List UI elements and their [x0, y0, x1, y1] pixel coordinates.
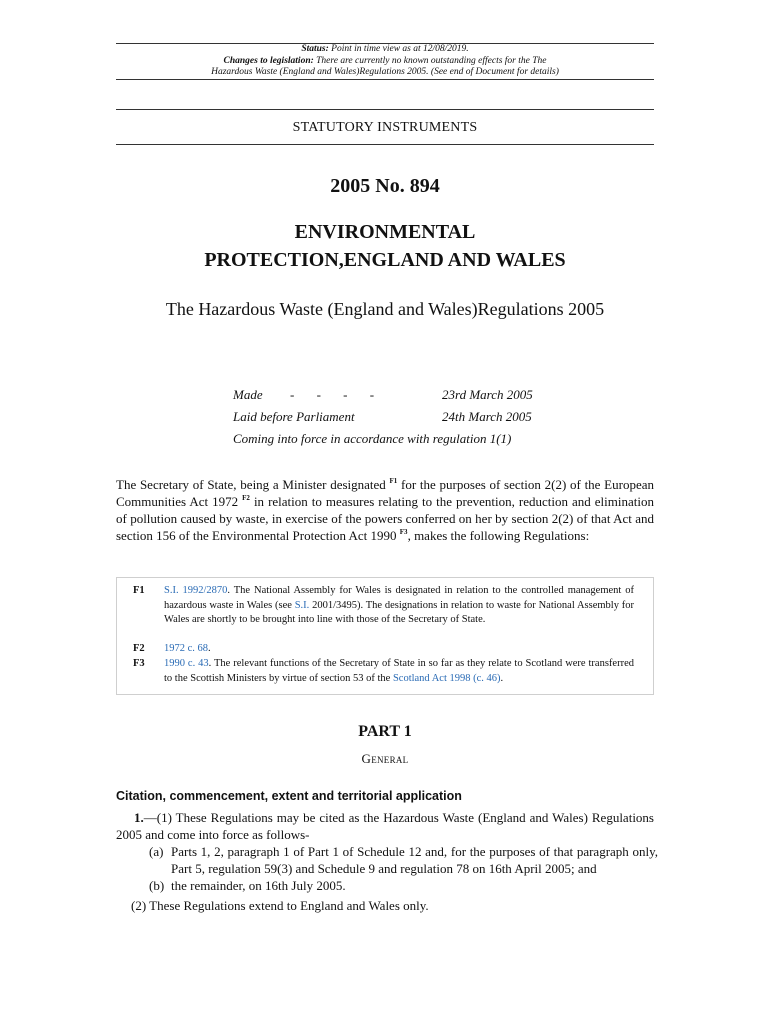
made-row	[233, 386, 653, 408]
regulation-1-paragraph-2: (2) These Regulations extend to England and Wales only.	[131, 898, 429, 913]
subject-line-2: PROTECTION,ENGLAND AND WALES	[204, 249, 566, 271]
series-heading: STATUTORY INSTRUMENTS	[292, 120, 478, 135]
changes-text-2: Hazardous Waste (England and Wales)Regulations 2005. (See end of Document for details)	[211, 67, 559, 77]
footnote-ref-f2[interactable]: F2	[242, 494, 250, 502]
dates-table	[233, 386, 653, 452]
footnote-link[interactable]: 1972 c. 68	[164, 643, 209, 654]
coming-into-force-label: Coming into force in accordance with regulation 1(1)	[233, 431, 512, 446]
footnote-text-part: . The National Assembly for Wales is designated in relation to the controlled management of hazardous waste in Wales (see	[164, 585, 634, 611]
footnote-ref-f3[interactable]: F3	[399, 528, 408, 536]
footnote-link[interactable]: 1990 c. 43	[164, 658, 209, 669]
footnote-link[interactable]: Scotland Act 1998 (c. 46)	[392, 672, 501, 684]
laid-date: 24th March 2005	[442, 409, 532, 424]
status-label: Status:	[301, 44, 329, 54]
section-heading: Citation, commencement, extent and territorial application	[116, 789, 462, 803]
footnote-text	[164, 584, 634, 628]
footnote-text-part: 2001/3495). The designations in relation to waste for National Assembly for Wales are shortly to be brought into line with those of the Secretary of State.	[164, 599, 634, 625]
footnote-text	[164, 657, 634, 686]
series-bottom-rule	[116, 144, 654, 145]
paragraph-text: —(1) These Regulations may be cited as the Hazardous Waste (England and Wales) Regulations 2005 and come into force as follows-	[116, 810, 654, 842]
preamble-text-4: , makes the following Regulations:	[407, 528, 590, 543]
coming-into-force-row	[233, 430, 653, 452]
part-subtitle: General	[361, 751, 409, 766]
footnote-id: F3	[133, 658, 145, 669]
instrument-number: 2005 No. 894	[330, 175, 440, 197]
status-banner	[116, 44, 654, 79]
preamble-text-1: The Secretary of State, being a Minister designated	[116, 477, 390, 492]
footnote-id: F1	[133, 585, 145, 596]
footnote-text-part: .	[208, 643, 211, 654]
footnote-link[interactable]: S.I. 1992/2870	[164, 585, 228, 596]
status-text: Point in time view as at 12/08/2019.	[331, 44, 469, 54]
regulation-number: 1.	[134, 810, 144, 825]
made-date: 23rd March 2005	[442, 387, 533, 402]
subject-line-1: ENVIRONMENTAL	[294, 221, 476, 243]
changes-text-1: There are currently no known outstanding effects for the The	[316, 55, 547, 66]
list-item-text: Parts 1, 2, paragraph 1 of Part 1 of Schedule 12 and, for the purposes of that paragraph only, Part 5, regulation 59(3) and Schedule 9 and regulation 78 on 16th April 2005; and	[171, 844, 658, 876]
status-bottom-rule	[116, 79, 654, 80]
regulations-title: The Hazardous Waste (England and Wales)Regulations 2005	[165, 299, 605, 319]
laid-row	[233, 408, 653, 430]
list-item-label: (a)	[149, 844, 164, 859]
laid-label: Laid before Parliament	[233, 409, 355, 424]
changes-label: Changes to legislation:	[223, 55, 314, 66]
subject-heading	[116, 218, 654, 274]
regulation-1-paragraph-1	[116, 809, 654, 843]
made-label: Made	[233, 387, 263, 402]
made-dashes: - - - -	[290, 387, 376, 402]
footnote-ref-f1[interactable]: F1	[389, 477, 398, 485]
part-title: PART 1	[358, 723, 412, 740]
series-top-rule	[116, 109, 654, 110]
footnotes-box	[116, 577, 654, 695]
footnote-id: F2	[133, 643, 145, 654]
list-item-label: (b)	[149, 878, 165, 893]
footnote-text	[164, 642, 634, 657]
preamble-text-2: for the purposes of section 2(2) of the European Communities Act 1972	[116, 477, 654, 509]
footnote-text-part: . The relevant functions of the Secretary of State in so far as they relate to Scotland were transferred to the Scottish Ministers by virtue of section 53 of the	[164, 658, 634, 684]
footnote-link[interactable]: S.I.	[294, 599, 310, 611]
preamble	[116, 476, 654, 544]
footnote-text-part: .	[500, 672, 504, 684]
preamble-text-3: in relation to measures relating to the prevention, reduction and elimination of pollution caused by waste, in exercise of the powers conferred on her by section 2(2) of that Act and section 156 of the Environmental Protection Act 1990	[116, 494, 654, 543]
list-item-text: the remainder, on 16th July 2005.	[171, 878, 346, 893]
